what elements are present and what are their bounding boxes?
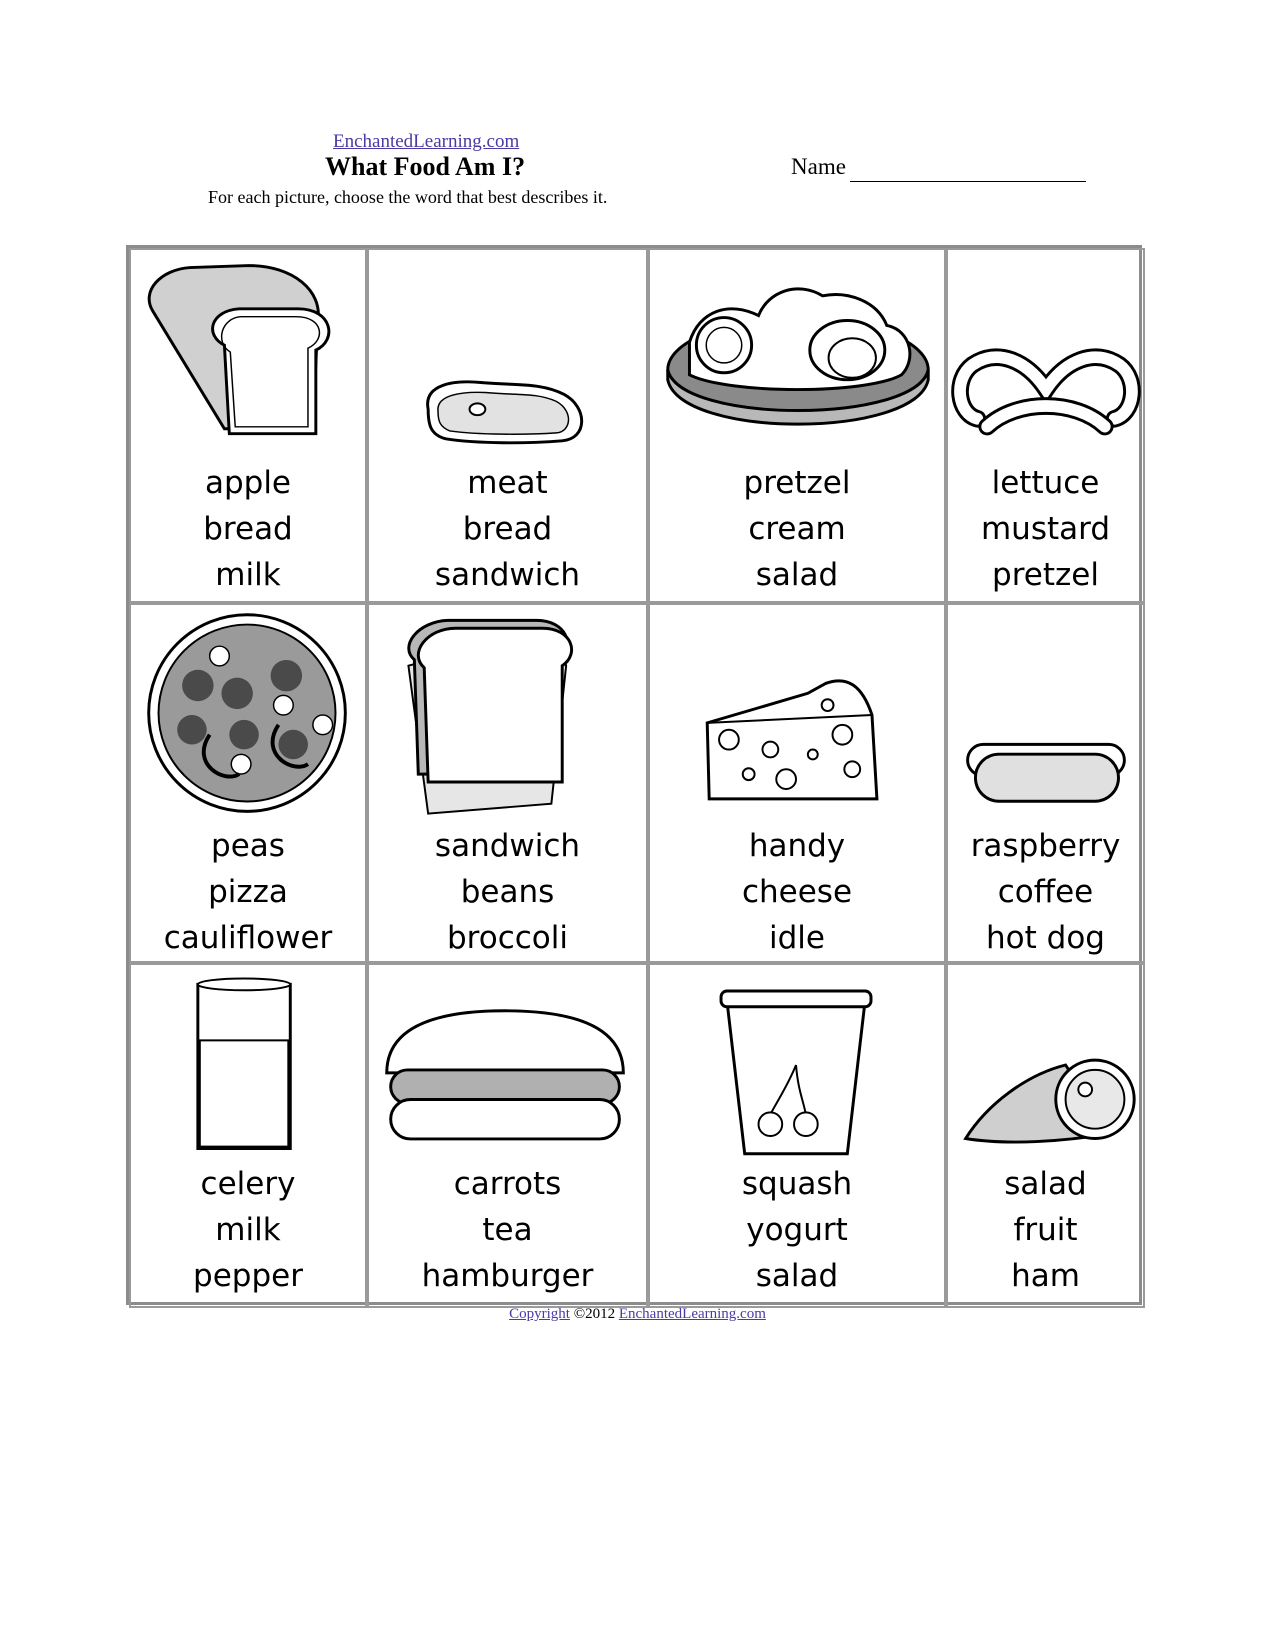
word-option[interactable]: hot dog [986, 920, 1105, 956]
word-option[interactable]: squash [741, 1166, 853, 1202]
word-option[interactable]: milk [215, 1212, 281, 1248]
word-option[interactable]: fruit [1013, 1212, 1078, 1248]
word-options [131, 460, 365, 598]
word-option[interactable]: mustard [980, 511, 1111, 547]
footer [0, 1306, 1275, 1323]
word-option[interactable]: milk [215, 557, 281, 593]
food-grid [126, 245, 1142, 1305]
food-cell [129, 603, 367, 963]
word-options [650, 823, 944, 961]
name-blank-line[interactable] [850, 181, 1086, 182]
word-options [131, 1161, 365, 1299]
pizza-icon [131, 605, 365, 825]
word-options [650, 1161, 944, 1299]
word-options [131, 823, 365, 961]
word-option[interactable]: salad [755, 1258, 839, 1294]
hot-dog-icon [948, 605, 1143, 825]
food-cell [648, 248, 946, 603]
meat-steak-icon [369, 250, 646, 465]
ham-icon [948, 965, 1143, 1165]
word-option[interactable]: bread [462, 511, 553, 547]
word-option[interactable]: pepper [193, 1258, 303, 1294]
word-option[interactable]: lettuce [991, 465, 1100, 501]
word-option[interactable]: meat [467, 465, 548, 501]
food-cell [367, 963, 648, 1308]
word-option[interactable]: ham [1011, 1258, 1080, 1294]
word-option[interactable]: celery [200, 1166, 296, 1202]
food-cell [946, 603, 1145, 963]
word-option[interactable]: coffee [997, 874, 1094, 910]
bread-loaf-icon [131, 250, 365, 465]
word-options [369, 460, 646, 598]
name-label: Name [791, 154, 846, 179]
word-options [948, 1161, 1143, 1299]
word-options [948, 823, 1143, 961]
word-option[interactable]: salad [755, 557, 839, 593]
word-option[interactable]: yogurt [746, 1212, 848, 1248]
footer-site-link[interactable]: EnchantedLearning.com [618, 1306, 766, 1322]
food-cell [367, 603, 648, 963]
salad-bowl-icon [650, 250, 944, 465]
word-option[interactable]: raspberry [970, 828, 1121, 864]
word-option[interactable]: handy [748, 828, 846, 864]
site-link[interactable]: EnchantedLearning.com [333, 131, 520, 152]
word-option[interactable]: bread [203, 511, 293, 547]
word-option[interactable]: idle [769, 920, 825, 956]
food-cell [648, 603, 946, 963]
word-option[interactable]: peas [211, 828, 285, 864]
word-option[interactable]: tea [482, 1212, 533, 1248]
word-option[interactable]: pizza [208, 874, 288, 910]
glass-of-milk-icon [131, 965, 365, 1165]
food-cell [946, 248, 1145, 603]
word-option[interactable]: sandwich [434, 557, 581, 593]
pretzel-icon [948, 250, 1143, 465]
word-options [369, 1161, 646, 1299]
word-option[interactable]: beans [460, 874, 555, 910]
word-option[interactable]: carrots [453, 1166, 562, 1202]
word-option[interactable]: cheese [741, 874, 853, 910]
word-option[interactable]: pretzel [992, 557, 1099, 593]
word-option[interactable]: hamburger [421, 1258, 594, 1294]
food-cell [648, 963, 946, 1308]
word-option[interactable]: apple [204, 465, 292, 501]
copyright-year: ©2012 [573, 1306, 616, 1322]
hamburger-icon [369, 965, 646, 1165]
worksheet-title: What Food Am I? [325, 152, 526, 181]
food-cell [129, 248, 367, 603]
food-cell [946, 963, 1145, 1308]
word-option[interactable]: cauliflower [163, 920, 333, 956]
food-cell [367, 248, 648, 603]
copyright-link[interactable]: Copyright [509, 1306, 570, 1322]
word-option[interactable]: pretzel [743, 465, 851, 501]
word-option[interactable]: salad [1004, 1166, 1087, 1202]
word-options [650, 460, 944, 598]
food-cell [129, 963, 367, 1308]
instructions: For each picture, choose the word that best describes it. [208, 187, 608, 207]
sandwich-icon [369, 605, 646, 825]
word-option[interactable]: broccoli [447, 920, 568, 956]
word-option[interactable]: cream [748, 511, 846, 547]
word-options [369, 823, 646, 961]
word-option[interactable]: sandwich [434, 828, 581, 864]
word-options [948, 460, 1143, 598]
yogurt-cup-icon [650, 965, 944, 1165]
cheese-wedge-icon [650, 605, 944, 825]
